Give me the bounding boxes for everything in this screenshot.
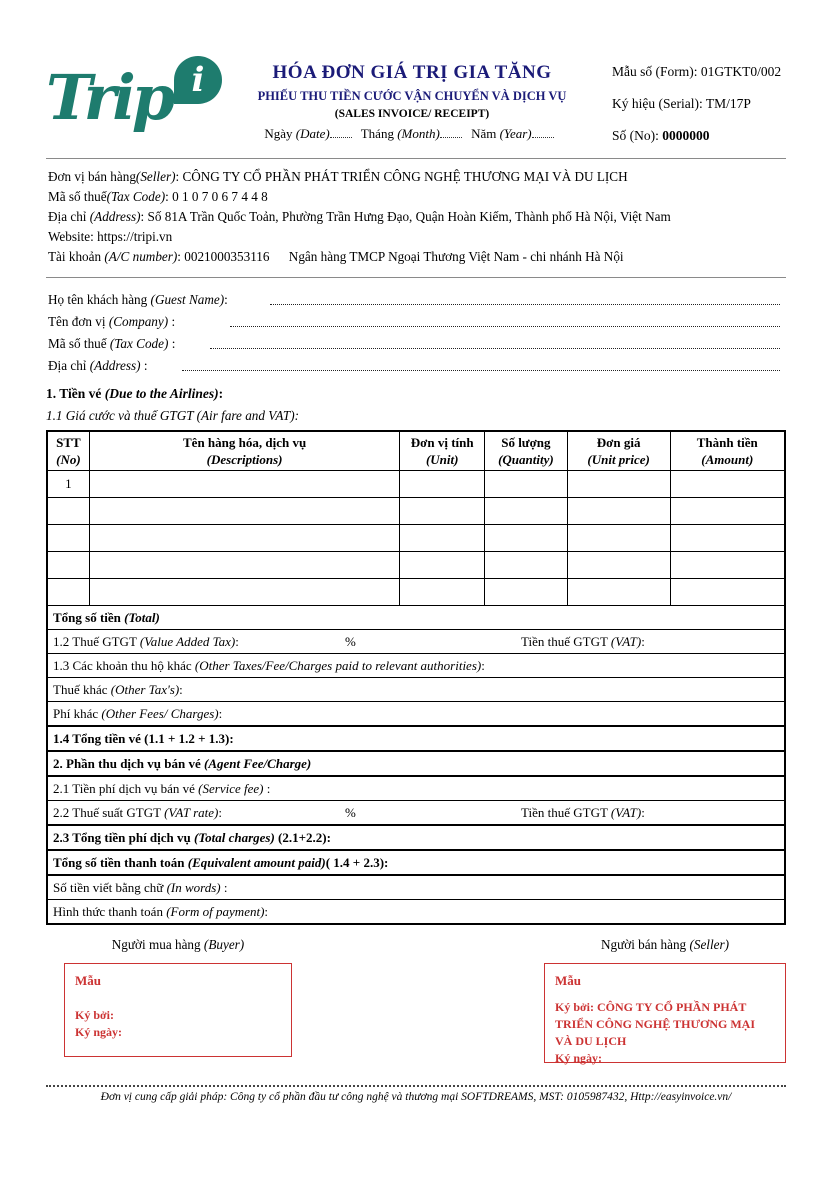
buyer-taxcode-field	[210, 339, 780, 349]
invoice-meta	[586, 50, 786, 156]
buyer-address-field	[182, 361, 780, 371]
item-row	[47, 579, 785, 606]
seller-account-row: Tài khoản (A/C number): 0021000353116 Ngân hàng TMCP Ngoại Thương Việt Nam - chi nhánh Hà Nội	[48, 249, 624, 264]
row-vat-1-2: 1.2 Thuế GTGT (Value Added Tax): % Tiền thuế GTGT (VAT):	[47, 630, 785, 654]
seller-signature-stamp	[544, 963, 786, 1063]
col-unit-price: Đơn giá (Unit price)	[567, 431, 670, 471]
invoice-items-table	[46, 430, 786, 925]
logo-pin-letter: i	[191, 60, 205, 100]
divider-top	[46, 158, 786, 159]
stamp-signed-by: Ký bởi:	[75, 1008, 114, 1022]
row-payment-form: Hình thức thanh toán (Form of payment):	[47, 900, 785, 925]
seller-name-row: Đơn vị bán hàng(Seller): CÔNG TY CỔ PHẦN PHÁT TRIỂN CÔNG NGHỆ THƯƠNG MẠI VÀ DU LỊCH	[48, 169, 628, 184]
item-row	[47, 552, 785, 579]
row-charges-total-2-3: 2.3 Tổng tiền phí dịch vụ (Total charges) (2.1+2.2):	[47, 825, 785, 850]
seller-address-row: Địa chỉ (Address): Số 81A Trần Quốc Toản, Phường Trần Hưng Đạo, Quận Hoàn Kiếm, Thành phố Hà Nội, Việt Nam	[48, 209, 671, 224]
vat-percent-field: %	[345, 634, 356, 649]
buyer-signature-column	[64, 937, 292, 1063]
seller-taxcode: 0 1 0 7 0 6 7 4 4 8	[172, 189, 268, 204]
seller-taxcode-row: Mã số thuế(Tax Code): 0 1 0 7 0 6 7 4 4 8	[48, 189, 268, 204]
company-field	[230, 317, 780, 327]
buyer-taxcode-row: Mã số thuế (Tax Code) :	[48, 332, 784, 354]
date-line: Ngày (Date) Tháng (Month) Năm (Year)	[238, 126, 586, 142]
signature-area	[46, 937, 786, 1063]
col-description: Tên hàng hóa, dịch vụ (Descriptions)	[89, 431, 400, 471]
col-stt: STT (No)	[47, 431, 89, 471]
row-agent-fee-2: 2. Phần thu dịch vụ bán vé (Agent Fee/Charge)	[47, 751, 785, 776]
buyer-block	[46, 280, 786, 378]
tripi-logo	[46, 50, 238, 156]
row-other-charges-1-3: 1.3 Các khoản thu hộ khác (Other Taxes/Fee/Charges paid to relevant authorities):	[47, 654, 785, 678]
stamp-sample-label: Mẫu	[555, 973, 581, 988]
invoice-subtitle: PHIẾU THU TIỀN CƯỚC VẬN CHUYỂN VÀ DỊCH VỤ	[257, 89, 567, 103]
row-amount-paid: Tổng số tiền thanh toán (Equivalent amount paid)( 1.4 + 2.3):	[47, 850, 785, 875]
guest-name-field	[270, 295, 780, 305]
stamp-signed-date: Ký ngày:	[75, 1025, 123, 1039]
invoice-number: Số (No): 0000000	[612, 128, 710, 143]
buyer-signature-stamp	[64, 963, 292, 1057]
col-quantity: Số lượng (Quantity)	[485, 431, 568, 471]
map-pin-icon	[174, 56, 222, 104]
serial-number: Ký hiệu (Serial): TM/17P	[612, 96, 751, 111]
invoice-header	[46, 50, 786, 156]
stamp-sample-label: Mẫu	[75, 973, 101, 988]
seller-website: https://tripi.vn	[97, 229, 173, 244]
section-1-1-heading: 1.1 Giá cước và thuế GTGT (Air fare and VAT):	[46, 408, 300, 423]
date-year-label: Năm	[471, 126, 500, 141]
invoice-subtitle-en: (SALES INVOICE/ RECEIPT)	[334, 108, 490, 120]
date-month-label: Tháng	[360, 126, 398, 141]
title-block	[238, 50, 586, 156]
date-day-label: Ngày	[264, 126, 296, 141]
buyer-address-row: Địa chỉ (Address) :	[48, 354, 784, 376]
guest-name-row: Họ tên khách hàng (Guest Name):	[48, 288, 784, 310]
vat-rate-field: %	[345, 805, 356, 820]
row-service-fee-2-1: 2.1 Tiền phí dịch vụ bán vé (Service fee) :	[47, 776, 785, 801]
date-month-field	[440, 126, 462, 138]
page-footer	[46, 1085, 786, 1103]
section-1-heading: 1. Tiền vé (Due to the Airlines):	[46, 386, 224, 401]
item-row	[47, 498, 785, 525]
seller-website-row: Website: https://tripi.vn	[48, 229, 173, 244]
seller-name: CÔNG TY CỔ PHẦN PHÁT TRIỂN CÔNG NGHỆ THƯƠNG MẠI VÀ DU LỊCH	[182, 169, 628, 184]
invoice-title: HÓA ĐƠN GIÁ TRỊ GIA TĂNG	[272, 62, 552, 83]
table-header-row	[47, 431, 785, 471]
seller-signature-title: Người bán hàng (Seller)	[600, 937, 729, 952]
company-row: Tên đơn vị (Company) :	[48, 310, 784, 332]
seller-signature-column	[544, 937, 786, 1063]
row-other-fee: Phí khác (Other Fees/ Charges):	[47, 702, 785, 727]
date-day-field	[330, 126, 352, 138]
row-total: Tổng số tiền (Total)	[47, 606, 785, 630]
row-ticket-total-1-4: 1.4 Tổng tiền vé (1.1 + 1.2 + 1.3):	[47, 726, 785, 751]
seller-bank: Ngân hàng TMCP Ngoại Thương Việt Nam - chi nhánh Hà Nội	[288, 249, 624, 264]
row-amount-in-words: Số tiền viết bằng chữ (In words) :	[47, 875, 785, 900]
divider-seller	[46, 277, 786, 278]
date-year-field	[532, 126, 554, 138]
seller-address: Số 81A Trần Quốc Toản, Phường Trần Hưng Đạo, Quận Hoàn Kiếm, Thành phố Hà Nội, Việt Nam	[147, 209, 671, 224]
col-amount: Thành tiền (Amount)	[670, 431, 785, 471]
item-row	[47, 525, 785, 552]
seller-account-number: 0021000353116	[184, 249, 270, 264]
col-unit: Đơn vị tính (Unit)	[400, 431, 485, 471]
solution-provider-note: Đơn vị cung cấp giải pháp: Công ty cổ phần đầu tư công nghệ và thương mại SOFTDREAMS, MST: 0105987432, Http://easyinvoice.vn/	[100, 1091, 732, 1103]
form-number: Mẫu số (Form): 01GTKT0/002	[612, 64, 782, 79]
stamp-signed-by: Ký bởi: CÔNG TY CỔ PHẦN PHÁT TRIỂN CÔNG NGHỆ THƯƠNG MẠI VÀ DU LỊCH	[555, 1000, 756, 1048]
row-vat-2-2: 2.2 Thuế suất GTGT (VAT rate): % Tiền thuế GTGT (VAT):	[47, 801, 785, 826]
buyer-signature-title: Người mua hàng (Buyer)	[111, 937, 245, 952]
stamp-signed-date: Ký ngày:	[555, 1051, 603, 1065]
item-row: 1	[47, 471, 785, 498]
seller-block	[46, 161, 786, 275]
row-other-tax: Thuế khác (Other Tax's):	[47, 678, 785, 702]
logo-wordmark: Trip	[46, 61, 172, 134]
